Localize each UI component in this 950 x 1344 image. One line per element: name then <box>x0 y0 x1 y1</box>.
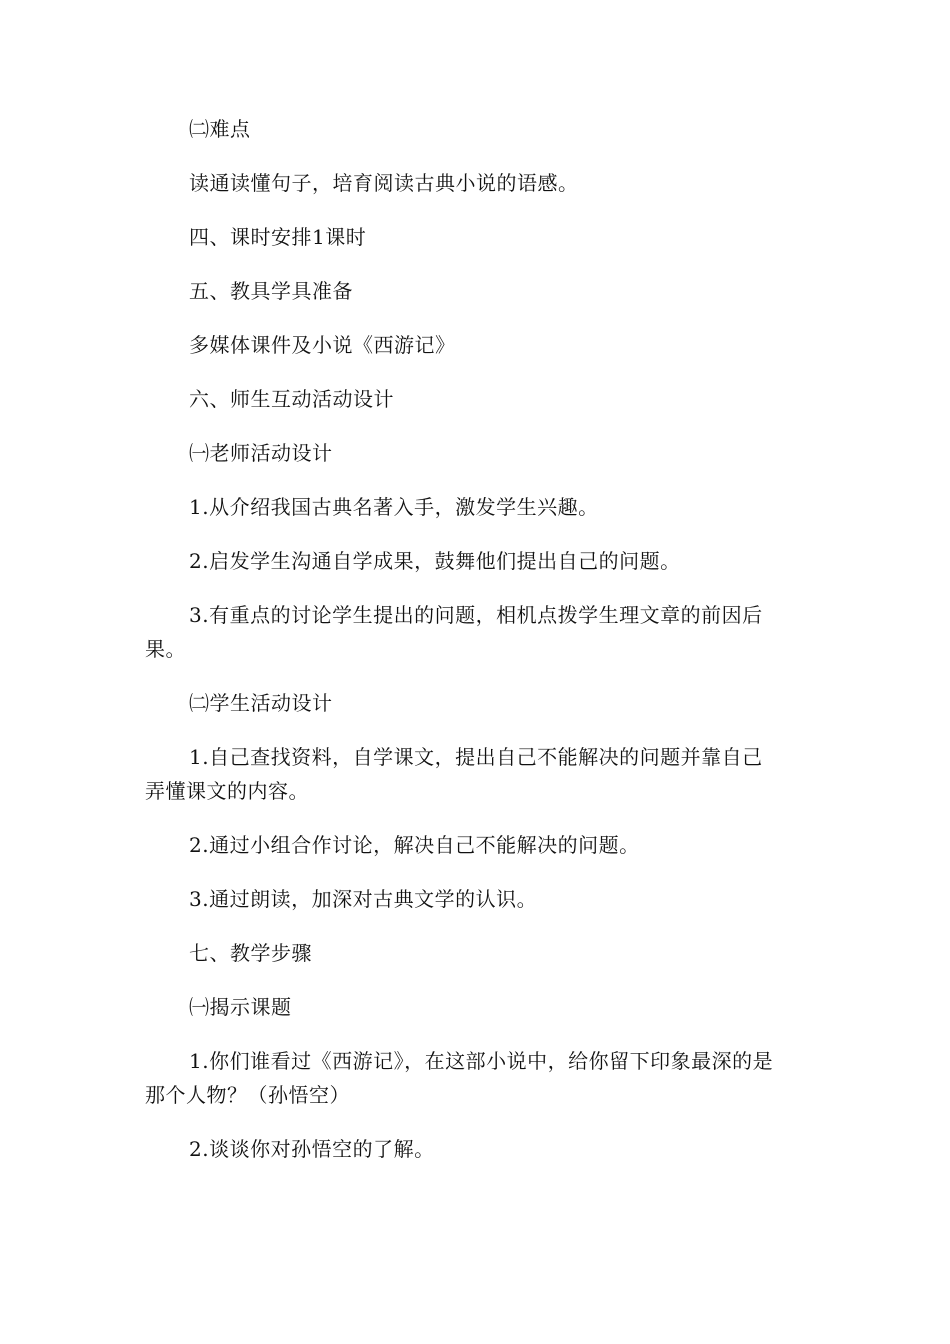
subheading-difficulty: ㈡难点 <box>189 117 251 141</box>
subheading-reveal-topic: ㈠揭示课题 <box>189 995 292 1019</box>
list-item-student-2: 2.通过小组合作讨论，解决自己不能解决的问题。 <box>189 833 640 857</box>
list-item-step-2: 2.谈谈你对孙悟空的了解。 <box>189 1137 435 1161</box>
subheading-teacher-activities: ㈠老师活动设计 <box>189 441 333 465</box>
heading-schedule: 四、课时安排1课时 <box>189 225 367 249</box>
list-item-teacher-1: 1.从介绍我国古典名著入手，激发学生兴趣。 <box>189 495 599 519</box>
list-item-teacher-3: 3.有重点的讨论学生提出的问题，相机点拨学生理文章的前因后果。 <box>145 603 763 661</box>
heading-teaching-steps: 七、教学步骤 <box>189 941 312 965</box>
list-item-teacher-2: 2.启发学生沟通自学成果，鼓舞他们提出自己的问题。 <box>189 549 681 573</box>
heading-materials: 五、教具学具准备 <box>189 279 353 303</box>
paragraph-materials-text: 多媒体课件及小说《西游记》 <box>189 333 456 357</box>
paragraph-difficulty-text: 读通读懂句子，培育阅读古典小说的语感。 <box>189 171 579 195</box>
subheading-student-activities: ㈡学生活动设计 <box>189 691 333 715</box>
list-item-student-3: 3.通过朗读，加深对古典文学的认识。 <box>189 887 538 911</box>
list-item-student-1: 1.自己查找资料，自学课文，提出自己不能解决的问题并靠自己弄懂课文的内容。 <box>145 745 763 803</box>
heading-interaction-design: 六、师生互动活动设计 <box>189 387 394 411</box>
document-body <box>145 112 775 1186</box>
list-item-step-1: 1.你们谁看过《西游记》，在这部小说中，给你留下印象最深的是那个人物？（孙悟空） <box>145 1049 774 1107</box>
